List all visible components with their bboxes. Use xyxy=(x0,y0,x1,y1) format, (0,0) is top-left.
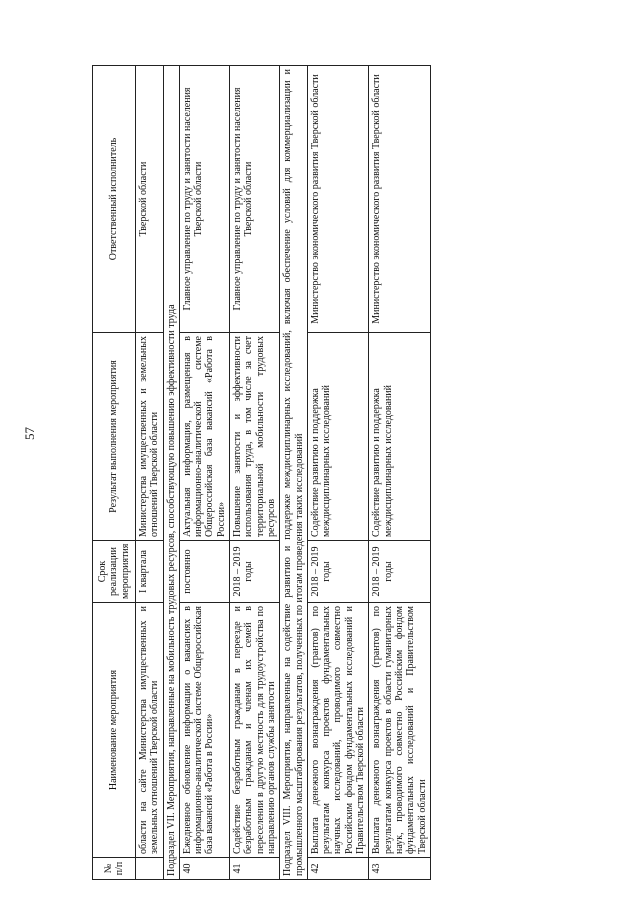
cell-result: Министерства имущественных и земельных отношений Тверской области xyxy=(136,333,164,541)
cell-num xyxy=(136,858,164,880)
header-name: Наименование мероприятия xyxy=(93,603,136,858)
section-row xyxy=(280,66,308,880)
section-8-title: Подраздел VIII. Мероприятия, направленные на содействие развитию и поддержке междисциплинарных исследований, включая обеспечение условий для коммерциализации и промышленного масштабирования результатов, полученных по итогам проведения таких исследований xyxy=(280,66,308,880)
cell-result: Актуальная информация, размещенная в информационно-аналитической системе Общероссийская база вакансий «Работа в России» xyxy=(179,333,229,541)
cell-num: 43 xyxy=(369,858,430,880)
table-row xyxy=(369,66,430,880)
cell-executor: Тверской области xyxy=(136,66,164,333)
measures-table xyxy=(92,65,431,880)
cell-term: 2018 – 2019 годы xyxy=(369,541,430,603)
table-row xyxy=(230,66,280,880)
cell-name: Ежедневное обновление информации о вакансиях в информационно-аналитической системе Общероссийская база вакансий «Работа в России» xyxy=(179,603,229,858)
cell-executor: Министерство экономического развития Тверской области xyxy=(307,66,368,333)
cell-term: 2018 – 2019 годы xyxy=(307,541,368,603)
header-executor: Ответственный исполнитель xyxy=(93,66,136,333)
cell-name: Выплата денежного вознаграждения (грантов) по результатам конкурса проектов в области гуманитарных наук, проводимого совместно Российским фондом фундаментальных исследований и Правительством Тверской области xyxy=(369,603,430,858)
table-header-row xyxy=(93,66,136,880)
cell-num: 40 xyxy=(179,858,229,880)
table-row xyxy=(307,66,368,880)
table-row xyxy=(179,66,229,880)
header-term: Срок реализации мероприятия xyxy=(93,541,136,603)
cell-name: Выплата денежного вознаграждения (грантов) по результатам конкурса проектов фундаментальных научных исследований, проводимого совместно Российским фондом фундаментальных исследований и Правительством Тверской области xyxy=(307,603,368,858)
cell-term: постоянно xyxy=(179,541,229,603)
cell-result: Содействие развитию и поддержка междисциплинарных исследований xyxy=(307,333,368,541)
cell-executor: Главное управление по труду и занятости населения Тверской области xyxy=(230,66,280,333)
cell-result: Содействие развитию и поддержка междисциплинарных исследований xyxy=(369,333,430,541)
cell-name: Содействие безработным гражданам в переезде и безработным гражданам и членам их семей в переселении в другую местность для трудоустройства по направлению органов службы занятости xyxy=(230,603,280,858)
section-7-title: Подраздел VII. Мероприятия, направленные на мобильность трудовых ресурсов, способствующую повышению эффективности труда xyxy=(163,66,179,880)
page-number: 57 xyxy=(22,427,37,440)
cell-name: области на сайте Министерства имущественных и земельных отношений Тверской области xyxy=(136,603,164,858)
table-row xyxy=(136,66,164,880)
header-num: № п/п xyxy=(93,858,136,880)
cell-result: Повышение занятости и эффективности использования труда, в том числе за счет территориальной мобильности трудовых ресурсов xyxy=(230,333,280,541)
cell-executor: Министерство экономического развития Тверской области xyxy=(369,66,430,333)
cell-executor: Главное управление по труду и занятости населения Тверской области xyxy=(179,66,229,333)
cell-term: 2018 – 2019 годы xyxy=(230,541,280,603)
cell-num: 42 xyxy=(307,858,368,880)
cell-num: 41 xyxy=(230,858,280,880)
section-row xyxy=(163,66,179,880)
cell-term: I квартала xyxy=(136,541,164,603)
rotated-table-container xyxy=(92,65,622,880)
header-result: Результат выполнения мероприятия xyxy=(93,333,136,541)
